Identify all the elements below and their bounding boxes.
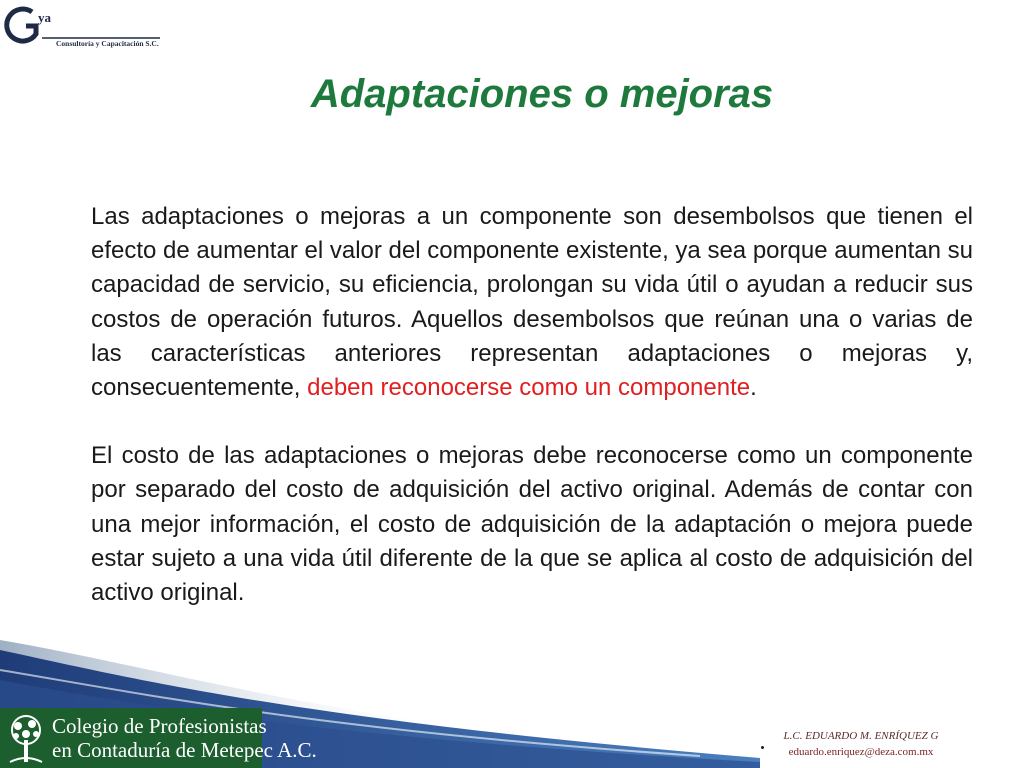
- paragraph-1-text: Las adaptaciones o mejoras a un componente son desembolsos que tienen el efecto de aumentar el valor del componente existente, ya sea porque aumentan su capacidad de servicio, su eficiencia, prolongan su vida útil o ayudan a reducir sus costos de operación futuros. Aquellos desembolsos que reúnan una o varias de las características anteriores representan adaptaciones o mejoras y, consecuentemente,: [91, 203, 973, 402]
- colegio-name: [52, 714, 317, 762]
- paragraph-1: [91, 200, 973, 405]
- footer-dot: [761, 746, 764, 749]
- slide-title: Adaptaciones o mejoras: [310, 72, 774, 116]
- paragraph-2: El costo de las adaptaciones o mejoras debe reconocerse como un componente por separado del costo de adquisición del activo original. Además de contar con una mejor información, el costo de adquisición de la adaptación o mejora puede estar sujeto a una vida útil diferente de la que se aplica al costo de adquisición del activo original.: [91, 442, 973, 607]
- author-email: eduardo.enriquez@deza.com.mx: [788, 746, 934, 758]
- tree-icon: [2, 710, 50, 766]
- colegio-line-1: Colegio de Profesionistas: [52, 714, 267, 738]
- highlighted-text: deben reconocerse como un componente: [307, 374, 751, 402]
- colegio-banner: [0, 708, 317, 768]
- author-name: L.C. EDUARDO M. ENRÍQUEZ G: [783, 730, 939, 742]
- slide-body: [91, 200, 973, 610]
- paragraph-1-end: .: [750, 374, 757, 402]
- logo-letters: ya: [38, 10, 51, 25]
- logo-subtitle: Consultoría y Capacitación S.C.: [56, 39, 159, 48]
- colegio-line-2: en Contaduría de Metepec A.C.: [52, 738, 317, 762]
